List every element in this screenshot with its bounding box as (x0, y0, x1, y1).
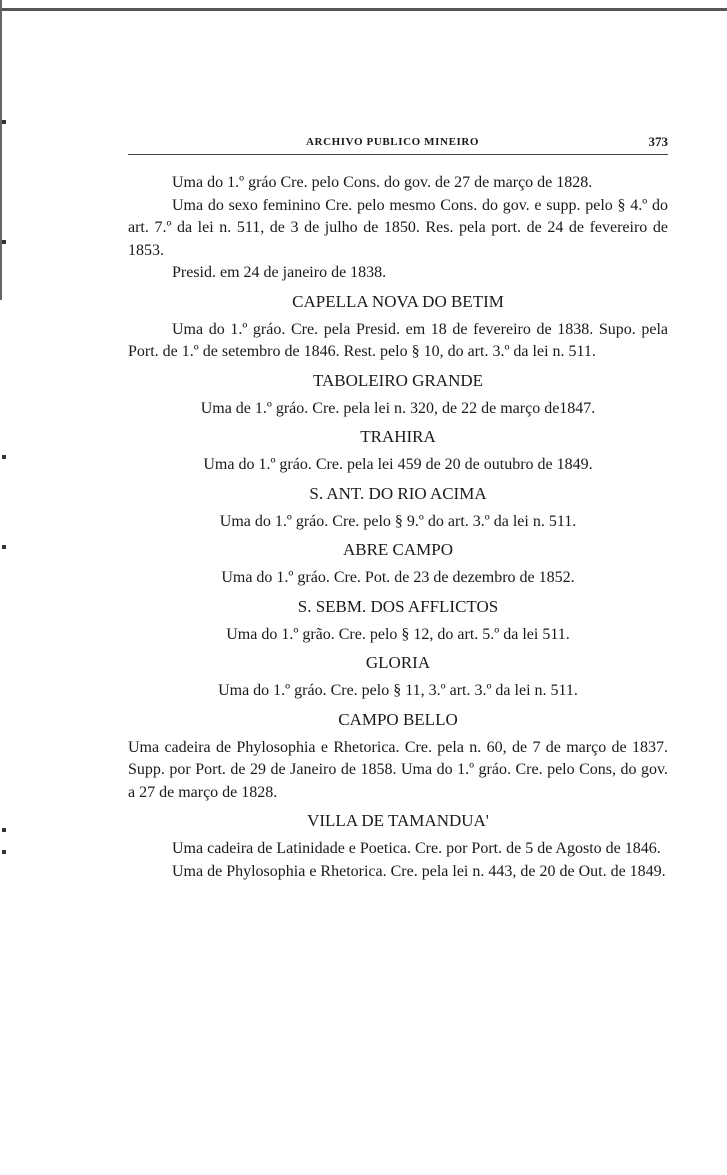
section-heading: GLORIA (365, 653, 431, 672)
entry-line: Uma do 1.º gráo. Cre. pela lei 459 de 20 de outubro de 1849. (203, 456, 593, 473)
section-heading: ABRE CAMPO (342, 540, 454, 559)
running-header (128, 130, 668, 155)
section-heading: TRAHIRA (360, 427, 436, 446)
paragraph: Uma do 1.º gráo. Cre. pela Presid. em 18 de fevereiro de 1838. Supo. pela Port. de 1.º de setembro de 1846. Rest. pelo § 10, do art. 3.º da lei n. 511. (128, 320, 668, 360)
paragraph: Uma cadeira de Phylosophia e Rhetorica. Cre. pela n. 60, de 7 de março de 1837. Supp. por Port. de 29 de Janeiro de 1858. Uma do 1.º gráo. Cre. pelo Cons, do gov. a 27 de março de 1828. (128, 738, 668, 801)
margin-mark (2, 240, 6, 244)
section-heading: S. SEBM. DOS AFFLICTOS (297, 596, 499, 616)
entry-line: Uma do 1.º gráo. Cre. pelo § 9.º do art. 3.º da lei n. 511. (219, 512, 577, 530)
entry-line: Uma de 1.º gráo. Cre. pela lei n. 320, de 22 de março de1847. (200, 399, 596, 417)
paragraph: Uma do sexo feminino Cre. pelo mesmo Cons. do gov. e supp. pelo § 4.º do art. 7.º da lei n. 511, de 3 de julho de 1850. Res. pela port. de 24 de fevereiro de 1853. (128, 196, 668, 259)
entry-line: Uma do 1.º gráo. Cre. pelo § 11, 3.º art. 3.º da lei n. 511. (218, 682, 578, 699)
margin-mark (2, 545, 6, 549)
section-heading: VILLA DE TAMANDUA' (307, 811, 489, 830)
margin-mark (2, 120, 6, 124)
paragraph: Uma cadeira de Latinidade e Poetica. Cre. por Port. de 5 de Agosto de 1846. (172, 840, 661, 857)
margin-mark (2, 455, 6, 459)
running-title: ARCHIVO PUBLICO MINEIRO (306, 136, 480, 148)
section-heading: CAMPO BELLO (338, 709, 458, 729)
paragraph: Presid. em 24 de janeiro de 1838. (172, 264, 387, 281)
entry-line: Uma do 1.º grão. Cre. pelo § 12, do art. 5.º da lei 511. (226, 625, 570, 643)
margin-mark (2, 850, 6, 854)
document-page (128, 130, 668, 883)
section-heading: CAPELLA NOVA DO BETIM (292, 291, 504, 311)
section-heading: S. ANT. DO RIO ACIMA (309, 483, 487, 503)
entry-line: Uma do 1.º gráo. Cre. Pot. de 23 de dezembro de 1852. (221, 569, 575, 586)
page-left-edge (0, 0, 2, 300)
document-body (128, 172, 668, 883)
page-number: 373 (648, 134, 668, 149)
paragraph: Uma de Phylosophia e Rhetorica. Cre. pela lei n. 443, de 20 de Out. de 1849. (172, 862, 666, 880)
section-heading: TABOLEIRO GRANDE (312, 370, 484, 390)
margin-mark (2, 828, 6, 832)
page-top-edge (0, 8, 727, 11)
paragraph: Uma do 1.º gráo Cre. pelo Cons. do gov. de 27 de março de 1828. (172, 174, 593, 191)
